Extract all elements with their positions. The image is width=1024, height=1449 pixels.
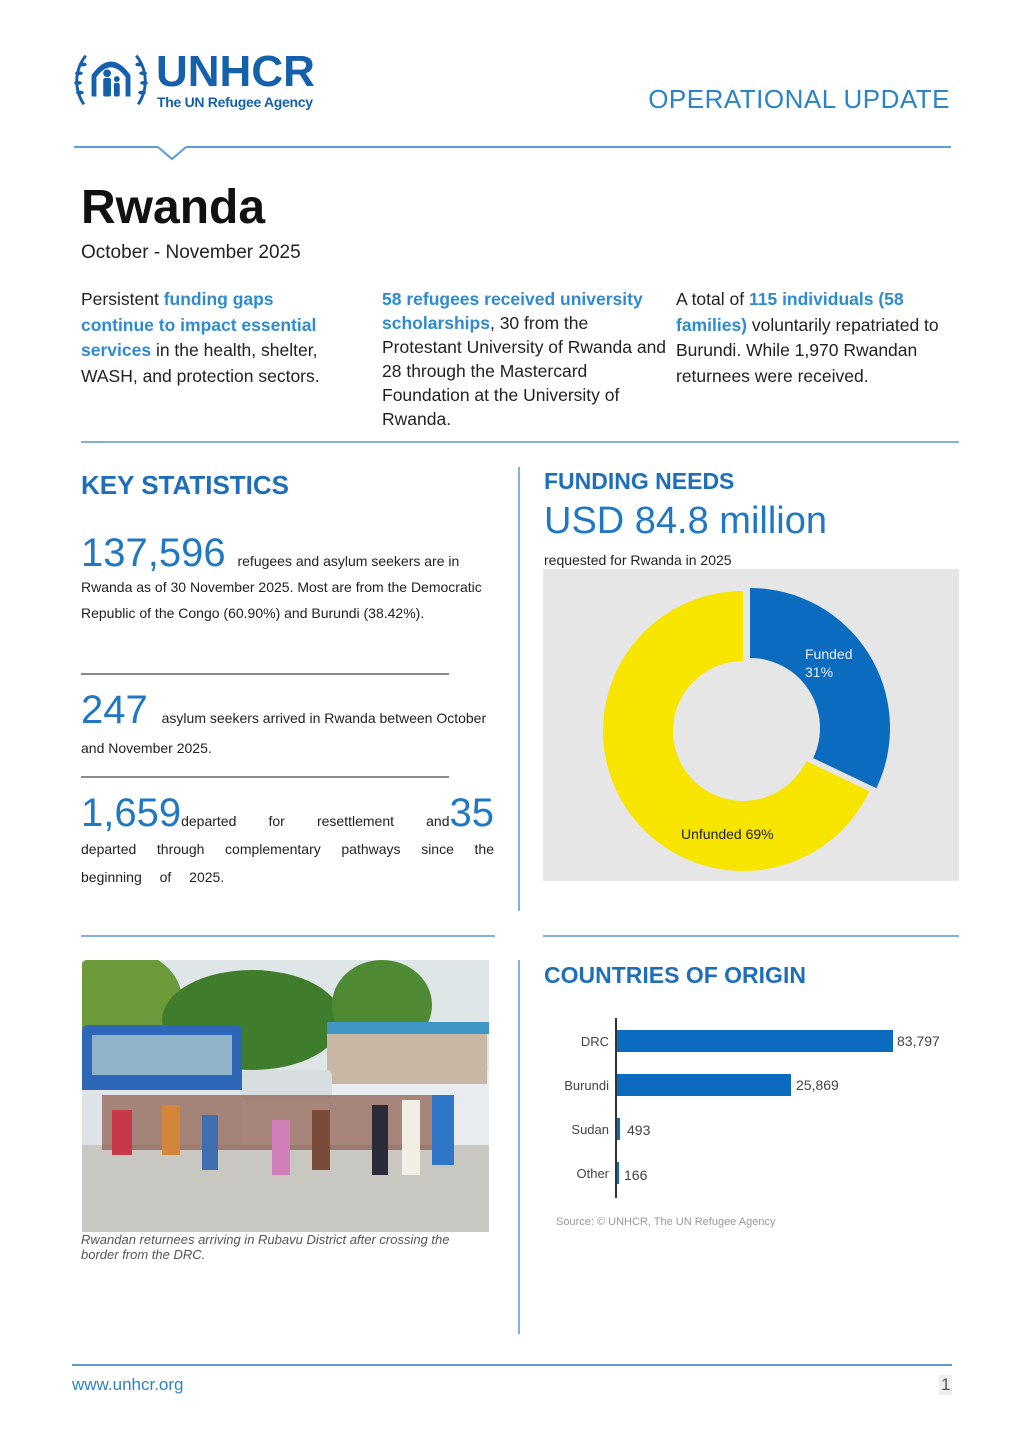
- bar-value-other: 166: [624, 1167, 648, 1183]
- bar-burundi: [617, 1074, 791, 1096]
- stat-number: 247: [81, 688, 148, 732]
- photo-caption: Rwandan returnees arriving in Rubavu District after crossing the border from the DRC.: [81, 1232, 450, 1262]
- stat-number: 137,596: [81, 531, 226, 575]
- donut-slice-funded: [750, 588, 890, 788]
- stat-number-2: 35: [449, 791, 494, 835]
- funding-subtext: requested for Rwanda in 2025: [544, 552, 732, 568]
- stat-text: departed through complementary pathways since the beginning of 2025.: [81, 841, 494, 885]
- bar-label-sudan: Sudan: [571, 1122, 609, 1137]
- funding-needs-heading: FUNDING NEEDS: [544, 468, 735, 494]
- highlight-repatriation: A total of 115 individuals (58 families) voluntarily repatriated to Burundi. While 1,970 Rwandan returnees were received.: [676, 289, 939, 386]
- section-divider-right: [543, 935, 959, 937]
- bar-value-drc: 83,797: [897, 1033, 940, 1049]
- report-period: October - November 2025: [81, 242, 301, 263]
- stat-text: asylum seekers arrived in Rwanda between October and November 2025.: [81, 710, 487, 756]
- highlight-scholarships: 58 refugees received university scholarships, 30 from the Protestant University of Rwanda and 28 through the Mastercard Foundation at the University of Rwanda.: [382, 289, 667, 429]
- bar-drc: [617, 1030, 893, 1052]
- chart-source: Source: © UNHCR, The UN Refugee Agency: [556, 1216, 776, 1228]
- stat-resettlement: [81, 793, 494, 891]
- bar-label-burundi: Burundi: [564, 1078, 609, 1093]
- donut-svg: [543, 569, 959, 881]
- unfunded-label: Unfunded 69%: [681, 826, 774, 842]
- bar-label-other: Other: [576, 1166, 609, 1181]
- stat-text-mid: departed for resettlement and: [181, 813, 450, 829]
- stat-text: refugees and asylum seekers are in Rwanda as of 30 November 2025. Most are from the Democratic Republic of the Congo (60.90%) and Burundi (38.42%).: [81, 553, 482, 621]
- section-divider-left: [81, 935, 495, 937]
- funding-amount: USD 84.8 million: [544, 500, 827, 542]
- unhcr-emblem-icon: [72, 46, 150, 114]
- document-type: OPERATIONAL UPDATE: [648, 84, 950, 114]
- page-title: Rwanda: [81, 181, 266, 234]
- logo-wordmark: UNHCR: [156, 47, 315, 96]
- funded-pct: 31%: [805, 664, 834, 680]
- stat-divider: [81, 673, 449, 675]
- stat-divider: [81, 776, 449, 778]
- funded-label: Funded: [805, 646, 853, 662]
- bar-sudan: [617, 1118, 620, 1140]
- column-divider: [518, 467, 520, 911]
- column-divider: [518, 960, 520, 1334]
- stat-number: 1,659: [81, 791, 182, 835]
- section-divider: [81, 441, 959, 443]
- returnees-photo: [82, 960, 489, 1232]
- stat-total-refugees: [81, 533, 491, 626]
- photo-placeholder: [82, 960, 489, 1232]
- highlight-funding-gaps: Persistent funding gaps continue to impact essential services in the health, shelter, WASH, and protection sectors.: [81, 289, 320, 386]
- unhcr-website-link[interactable]: www.unhcr.org: [72, 1375, 184, 1394]
- bar-value-burundi: 25,869: [796, 1077, 839, 1093]
- key-statistics-heading: KEY STATISTICS: [81, 470, 290, 500]
- header-divider: [74, 146, 951, 148]
- logo-tagline: The UN Refugee Agency: [157, 94, 313, 110]
- stat-new-arrivals: [81, 690, 491, 763]
- bar-label-drc: DRC: [580, 1034, 609, 1049]
- funding-donut-chart: [543, 569, 959, 881]
- bar-other: [617, 1162, 619, 1184]
- bar-value-sudan: 493: [627, 1122, 651, 1138]
- header-notch-icon: [158, 146, 186, 162]
- footer-divider: [72, 1364, 952, 1366]
- page-number: 1: [941, 1375, 951, 1394]
- countries-of-origin-heading: COUNTRIES OF ORIGIN: [544, 962, 806, 988]
